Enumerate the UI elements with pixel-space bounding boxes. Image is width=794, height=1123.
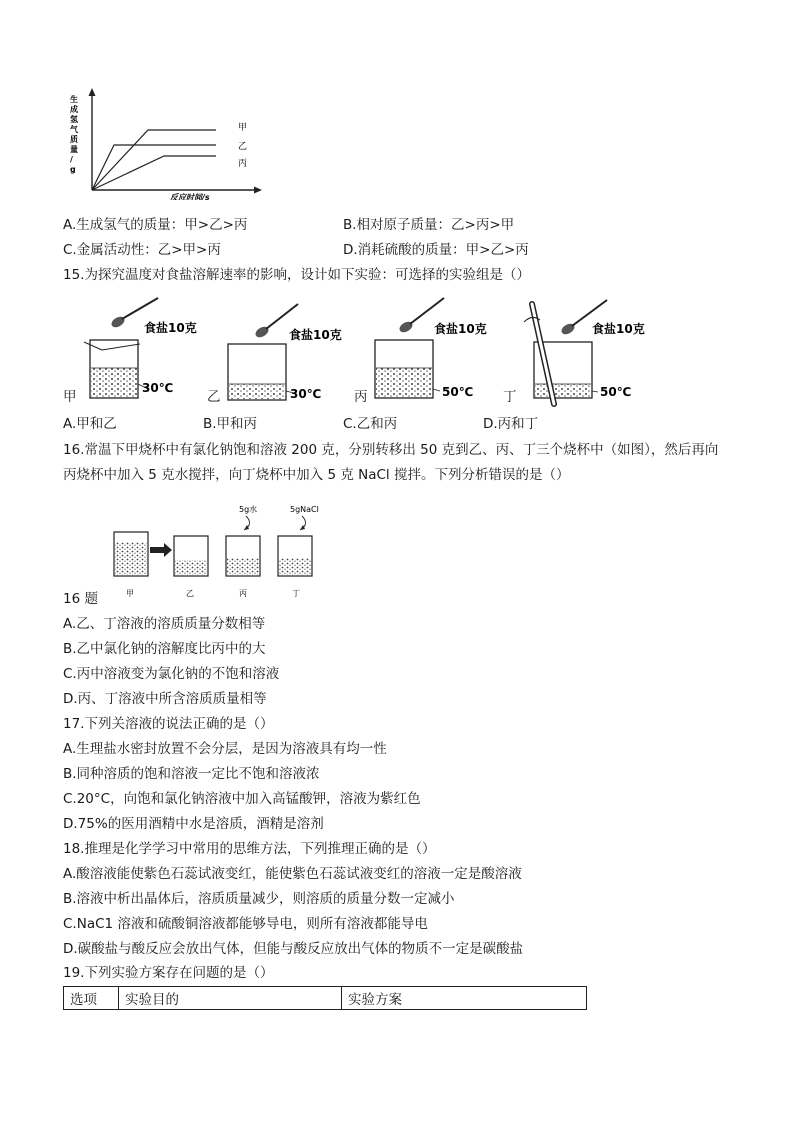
q16-stem-line1: 16.常温下甲烧杯中有氯化钠饱和溶液 200 克，分别转移出 50 克到乙、丙、丁三个烧杯中（如图），然后再向	[63, 442, 719, 458]
q14-option-d: D.消耗硫酸的质量：甲>乙>丙	[343, 242, 529, 258]
beaker-label-ding: 丁	[503, 389, 517, 405]
q15-option-d: D.丙和丁	[483, 416, 539, 432]
svg-text:氢: 氢	[70, 115, 78, 124]
beaker-16-ding	[278, 516, 312, 576]
fig16-label-yi: 乙	[186, 589, 194, 598]
table-header-row	[64, 987, 587, 1010]
add-water-label: 5g水	[239, 505, 258, 514]
svg-text:质: 质	[70, 135, 78, 144]
svg-text:气: 气	[70, 125, 78, 134]
y-axis-arrow	[89, 88, 96, 96]
q16-figure	[106, 498, 346, 602]
beaker-yi-temp: 30℃	[290, 387, 322, 401]
fig16-label-jia: 甲	[126, 589, 134, 598]
q15-option-c: C.乙和丙	[343, 416, 398, 432]
beaker-16-jia	[114, 532, 148, 576]
series-label-jia: 甲	[238, 123, 248, 133]
q16-option-c: C.丙中溶液变为氯化钠的不饱和溶液	[63, 666, 280, 682]
beaker-bing	[375, 298, 444, 398]
q17-stem: 17.下列关溶液的说法正确的是（）	[63, 716, 274, 732]
q18-option-a: A.酸溶液能使紫色石蕊试液变红，能使紫色石蕊试液变红的溶液一定是酸溶液	[63, 866, 522, 882]
q15-option-b: B.甲和丙	[203, 416, 258, 432]
beaker-yi-salt: 食盐10克	[289, 328, 342, 342]
series-line-yi	[92, 145, 216, 190]
y-axis-label	[70, 94, 79, 174]
beaker-16-yi	[174, 536, 208, 576]
q17-option-d: D.75%的医用酒精中水是溶质，酒精是溶剂	[63, 816, 324, 832]
beaker-label-yi: 乙	[207, 389, 221, 405]
q16-option-d: D.丙、丁溶液中所含溶质质量相等	[63, 691, 267, 707]
q18-option-c: C.NaC1 溶液和硫酸铜溶液都能够导电，则所有溶液都能导电	[63, 916, 428, 932]
header-option: 选项	[64, 987, 119, 1010]
svg-text:成: 成	[70, 105, 78, 114]
q18-option-b: B.溶液中析出晶体后，溶质质量减少，则溶质的质量分数一定减小	[63, 891, 455, 907]
q16-stem-line2: 丙烧杯中加入 5 克水搅拌，向丁烧杯中加入 5 克 NaCl 搅拌。下列分析错误的是（）	[63, 467, 570, 483]
q17-option-a: A.生理盐水密封放置不会分层，是因为溶液具有均一性	[63, 741, 387, 757]
q16-option-a: A.乙、丁溶液的溶质质量分数相等	[63, 616, 266, 632]
x-axis-label: 反应时间/s	[170, 193, 210, 200]
beaker-jia-temp: 30℃	[142, 381, 174, 395]
beaker-ding-temp: 50℃	[600, 385, 632, 399]
beaker-bing-salt: 食盐10克	[434, 322, 487, 336]
beaker-16-bing	[226, 516, 260, 576]
beaker-yi	[228, 304, 298, 400]
q16-option-b: B.乙中氯化钠的溶解度比丙中的大	[63, 641, 266, 657]
q14-option-b: B.相对原子质量：乙>丙>甲	[343, 217, 515, 233]
series-label-yi: 乙	[238, 142, 248, 152]
x-axis-arrow	[254, 187, 262, 194]
beaker-ding-salt: 食盐10克	[592, 322, 645, 336]
q19-stem: 19.下列实验方案存在问题的是（）	[63, 965, 274, 981]
svg-text:生: 生	[70, 95, 78, 104]
beaker-jia-salt: 食盐10克	[144, 321, 197, 335]
q18-stem: 18.推理是化学学习中常用的思维方法，下列推理正确的是（）	[63, 841, 436, 857]
svg-text:量: 量	[70, 145, 78, 154]
fig16-label-bing: 丙	[239, 589, 247, 598]
beaker-ding	[524, 300, 607, 404]
series-label-bing: 丙	[238, 159, 248, 169]
svg-text:/: /	[70, 155, 73, 164]
header-plan: 实验方案	[342, 987, 587, 1010]
series-line-bing	[92, 156, 216, 190]
q15-stem: 15.为探究温度对食盐溶解速率的影响，设计如下实验：可选择的实验组是（）	[63, 267, 530, 283]
q14-option-c: C.金属活动性：乙>甲>丙	[63, 242, 221, 258]
transfer-arrow	[150, 543, 172, 557]
q14-graph	[66, 88, 266, 200]
q17-option-c: C.20°C，向饱和氯化钠溶液中加入高锰酸钾，溶液为紫红色	[63, 791, 421, 807]
q14-option-a: A.生成氢气的质量：甲>乙>丙	[63, 217, 248, 233]
q15-option-a: A.甲和乙	[63, 416, 117, 432]
q16-figure-caption: 16 题	[63, 591, 98, 607]
add-nacl-label: 5gNaCl	[290, 505, 319, 514]
q17-option-b: B.同种溶质的饱和溶液一定比不饱和溶液浓	[63, 766, 320, 782]
beaker-bing-temp: 50℃	[442, 385, 474, 399]
fig16-label-ding: 丁	[292, 589, 300, 598]
svg-text:g: g	[70, 165, 76, 174]
beaker-label-bing: 丙	[354, 389, 368, 405]
q18-option-d: D.碳酸盐与酸反应会放出气体，但能与酸反应放出气体的物质不一定是碳酸盐	[63, 941, 524, 957]
header-purpose: 实验目的	[119, 987, 342, 1010]
beaker-label-jia: 甲	[63, 389, 77, 405]
q19-table	[63, 986, 587, 1010]
